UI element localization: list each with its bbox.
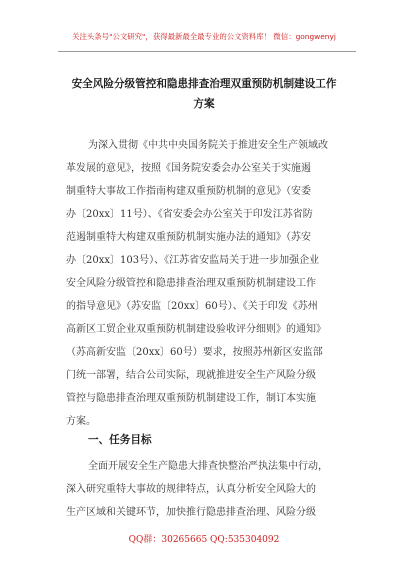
intro-line: 办〔20xx〕11号）、《省安委会办公室关于印发江苏省防: [66, 209, 313, 220]
section-line: 生产区域和关键环节，加快推行隐患排查治理、风险分级: [66, 507, 316, 518]
section-heading: 一、任务目标: [88, 434, 152, 446]
section-line: 深入研究重特大事故的规律特点，认真分析安全风险大的: [66, 484, 316, 495]
section-line: 全面开展安全生产隐患大排查快整治严执法集中行动，: [88, 461, 328, 472]
document-title-line-2: 方案: [193, 98, 215, 110]
intro-line: 管控与隐患排查治理双重预防机制建设工作，制订本实施: [66, 393, 316, 404]
intro-line: 的指导意见》（苏安监〔20xx〕60号）、《关于印发《苏州: [66, 301, 318, 312]
intro-line: 范遏制重特大构建双重预防机制实施办法的通知》（苏安: [66, 232, 311, 243]
header-note: 关注头条号"公文研究"，获得最新最全最专业的公文资料库！ 微信：gongwenyj: [72, 32, 336, 41]
intro-line: 方案。: [66, 416, 96, 427]
intro-line: 高新区工贸企业双重预防机制建设验收评分细则》的通知》: [66, 324, 326, 335]
document-title-line-1: 安全风险分级管控和隐患排查治理双重预防机制建设工作: [71, 78, 337, 90]
header-divider: [58, 51, 356, 52]
footer-contact: QQ群：30265665 QQ:535304092: [128, 535, 280, 545]
intro-line: 办〔20xx〕103号）、《江苏省安监局关于进一步加强企业: [66, 255, 320, 266]
intro-line: 安全风险分级管控和隐患排查治理双重预防机制建设工作: [66, 278, 316, 289]
intro-line: （苏高新安监〔20xx〕60号）要求，按照苏州新区安监部: [66, 347, 323, 358]
intro-line: 制重特大事故工作指南构建双重预防机制的意见》（安委: [66, 186, 311, 197]
intro-line: 为深入贯彻《中共中央国务院关于推进安全生产领域改: [88, 140, 328, 151]
intro-line: 革发展的意见》，按照《国务院安委会办公室关于实施遏: [66, 163, 311, 174]
intro-line: 门统一部署，结合公司实际，现就推进安全生产风险分级: [66, 370, 316, 381]
